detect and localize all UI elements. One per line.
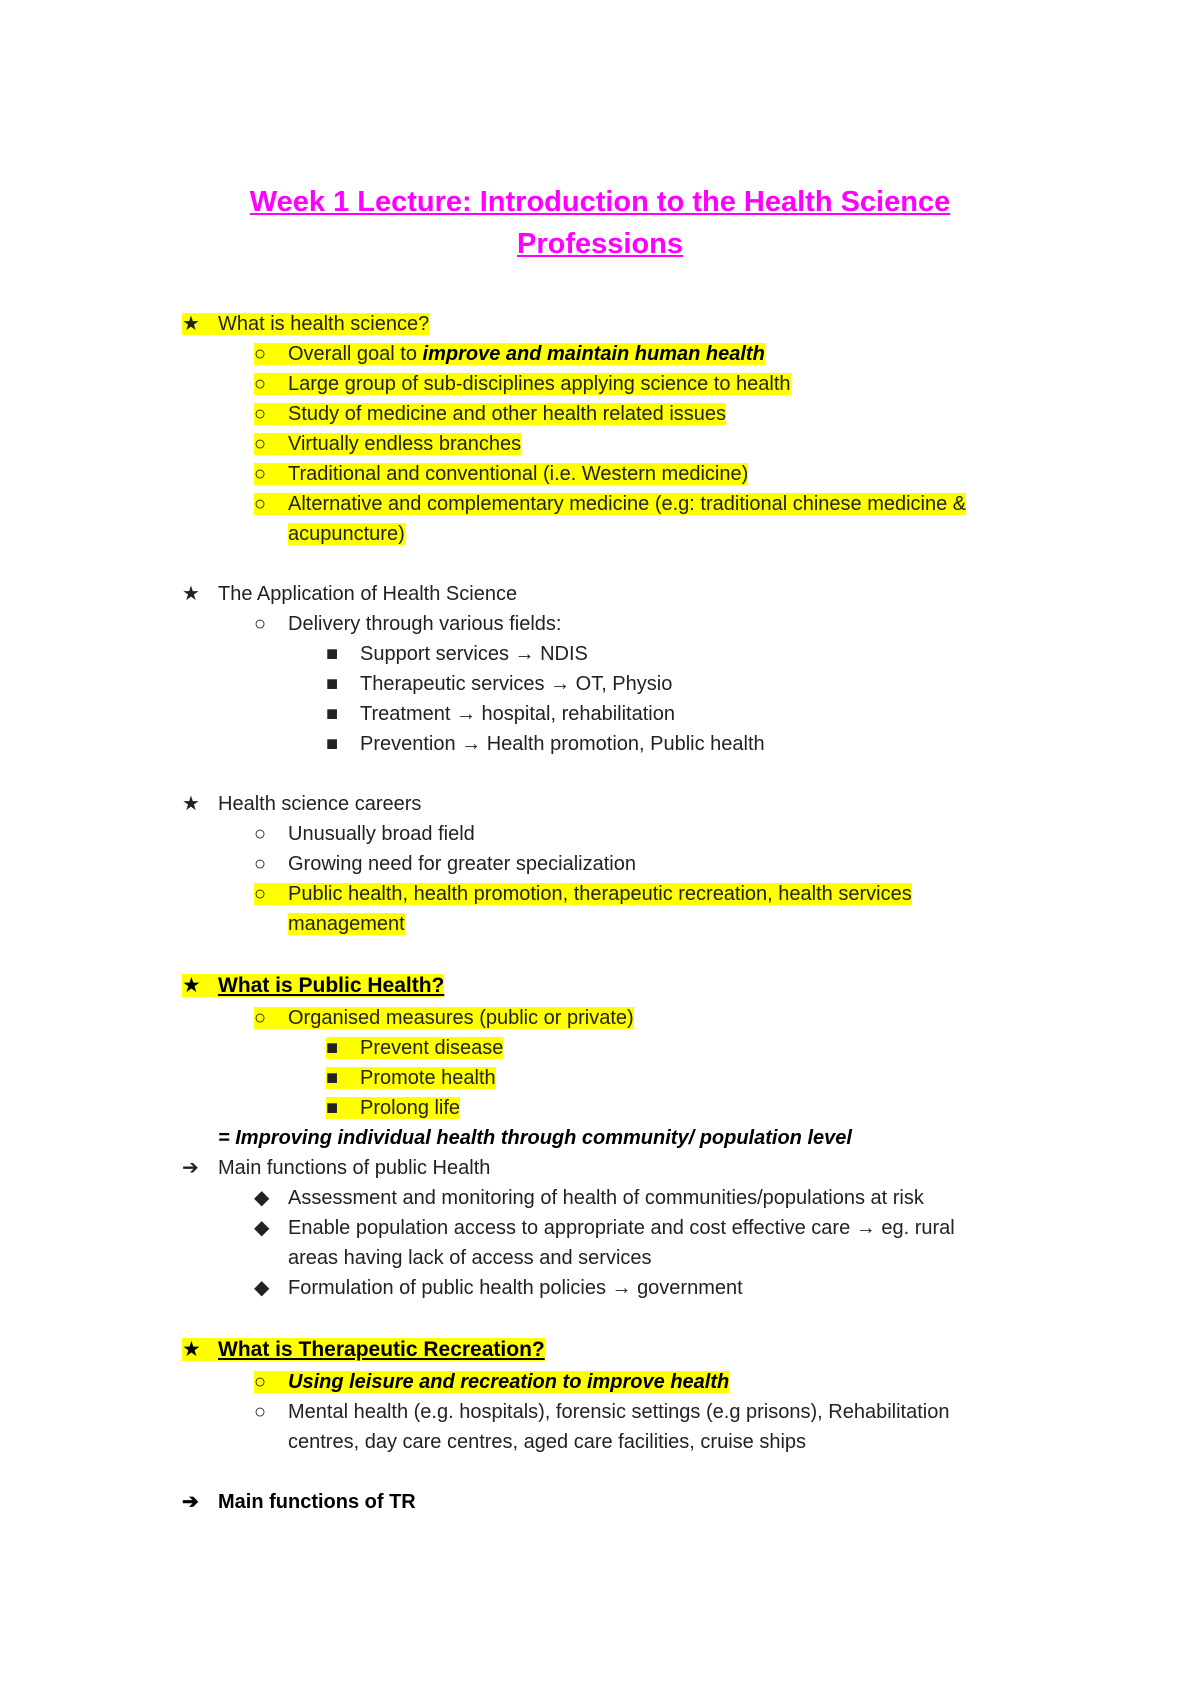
section-3-item-3-cont: management <box>288 913 405 935</box>
section-4-point-3: ■ Prolong life <box>326 1094 460 1122</box>
circle-bullet-icon: ○ <box>254 1371 267 1393</box>
section-5-item-1: ○ Using leisure and recreation to improve health <box>254 1368 729 1396</box>
circle-bullet-icon: ○ <box>254 433 267 455</box>
diamond-bullet-icon: ◆ <box>254 1217 270 1239</box>
circle-bullet-icon: ○ <box>254 883 267 905</box>
square-bullet-icon: ■ <box>326 733 339 755</box>
arrow-bullet-icon: ➔ <box>182 1491 199 1513</box>
section-4-point-1: ■ Prevent disease <box>326 1034 503 1062</box>
section-1-item-4: ○ Virtually endless branches <box>254 430 521 458</box>
section-4-function-2-cont: areas having lack of access and services <box>288 1247 652 1269</box>
square-bullet-icon: ■ <box>326 1067 339 1089</box>
circle-bullet-icon: ○ <box>254 823 267 845</box>
section-4-functions-heading: ➔ Main functions of public Health <box>182 1154 490 1182</box>
circle-bullet-icon: ○ <box>254 463 267 485</box>
square-bullet-icon: ■ <box>326 703 339 725</box>
section-2-field-4: ■ Prevention → Health promotion, Public health <box>326 730 765 758</box>
section-2-heading: ★ The Application of Health Science <box>182 580 517 608</box>
section-2-field-3: ■ Treatment → hospital, rehabilitation <box>326 700 675 728</box>
circle-bullet-icon: ○ <box>254 1401 267 1423</box>
section-5-item-2-cont: centres, day care centres, aged care facilities, cruise ships <box>288 1431 807 1453</box>
section-2-sub: ○ Delivery through various fields: <box>254 610 561 638</box>
section-4-function-3: ◆ Formulation of public health policies → government <box>254 1274 743 1302</box>
page-title-line-2: Professions <box>517 228 683 260</box>
section-1-item-6: ○ Alternative and complementary medicine (e.g: traditional chinese medicine & <box>254 490 966 518</box>
section-4-function-2: ◆ Enable population access to appropriate and cost effective care → eg. rural <box>254 1214 955 1242</box>
square-bullet-icon: ■ <box>326 1037 339 1059</box>
circle-bullet-icon: ○ <box>254 343 267 365</box>
section-2-field-2: ■ Therapeutic services → OT, Physio <box>326 670 672 698</box>
section-3-item-3: ○ Public health, health promotion, therapeutic recreation, health services <box>254 880 912 908</box>
circle-bullet-icon: ○ <box>254 403 267 425</box>
section-1-item-2: ○ Large group of sub-disciplines applying science to health <box>254 370 791 398</box>
circle-bullet-icon: ○ <box>254 373 267 395</box>
section-5-item-2: ○ Mental health (e.g. hospitals), forensic settings (e.g prisons), Rehabilitation <box>254 1398 949 1426</box>
section-4-sub: ○ Organised measures (public or private) <box>254 1004 634 1032</box>
star-bullet-icon: ★ <box>182 313 200 335</box>
section-5-functions-heading: ➔ Main functions of TR <box>182 1488 416 1516</box>
diamond-bullet-icon: ◆ <box>254 1277 270 1299</box>
section-2-field-1: ■ Support services → NDIS <box>326 640 588 668</box>
section-1-heading: ★ What is health science? <box>182 310 429 338</box>
section-1-item-6-cont: acupuncture) <box>288 523 405 545</box>
section-4-heading: ★ What is Public Health? <box>182 972 444 1000</box>
circle-bullet-icon: ○ <box>254 853 267 875</box>
star-bullet-icon: ★ <box>182 974 201 997</box>
star-bullet-icon: ★ <box>182 793 200 815</box>
circle-bullet-icon: ○ <box>254 1007 267 1029</box>
circle-bullet-icon: ○ <box>254 493 267 515</box>
circle-bullet-icon: ○ <box>254 613 267 635</box>
section-1-item-1: ○ Overall goal to improve and maintain human health <box>254 340 765 368</box>
star-bullet-icon: ★ <box>182 583 200 605</box>
section-3-item-2: ○ Growing need for greater specialization <box>254 850 636 878</box>
square-bullet-icon: ■ <box>326 673 339 695</box>
page-title-line-1: Week 1 Lecture: Introduction to the Health Science <box>249 186 951 218</box>
section-4-summary: = Improving individual health through community/ population level <box>218 1127 852 1149</box>
section-5-heading: ★ What is Therapeutic Recreation? <box>182 1336 545 1364</box>
arrow-bullet-icon: ➔ <box>182 1157 199 1179</box>
section-4-function-1: ◆ Assessment and monitoring of health of communities/populations at risk <box>254 1184 924 1212</box>
square-bullet-icon: ■ <box>326 643 339 665</box>
section-3-heading: ★ Health science careers <box>182 790 421 818</box>
section-1-item-5: ○ Traditional and conventional (i.e. Western medicine) <box>254 460 748 488</box>
section-1-item-3: ○ Study of medicine and other health related issues <box>254 400 726 428</box>
diamond-bullet-icon: ◆ <box>254 1187 270 1209</box>
square-bullet-icon: ■ <box>326 1097 339 1119</box>
section-3-item-1: ○ Unusually broad field <box>254 820 475 848</box>
star-bullet-icon: ★ <box>182 1338 201 1361</box>
section-4-point-2: ■ Promote health <box>326 1064 496 1092</box>
